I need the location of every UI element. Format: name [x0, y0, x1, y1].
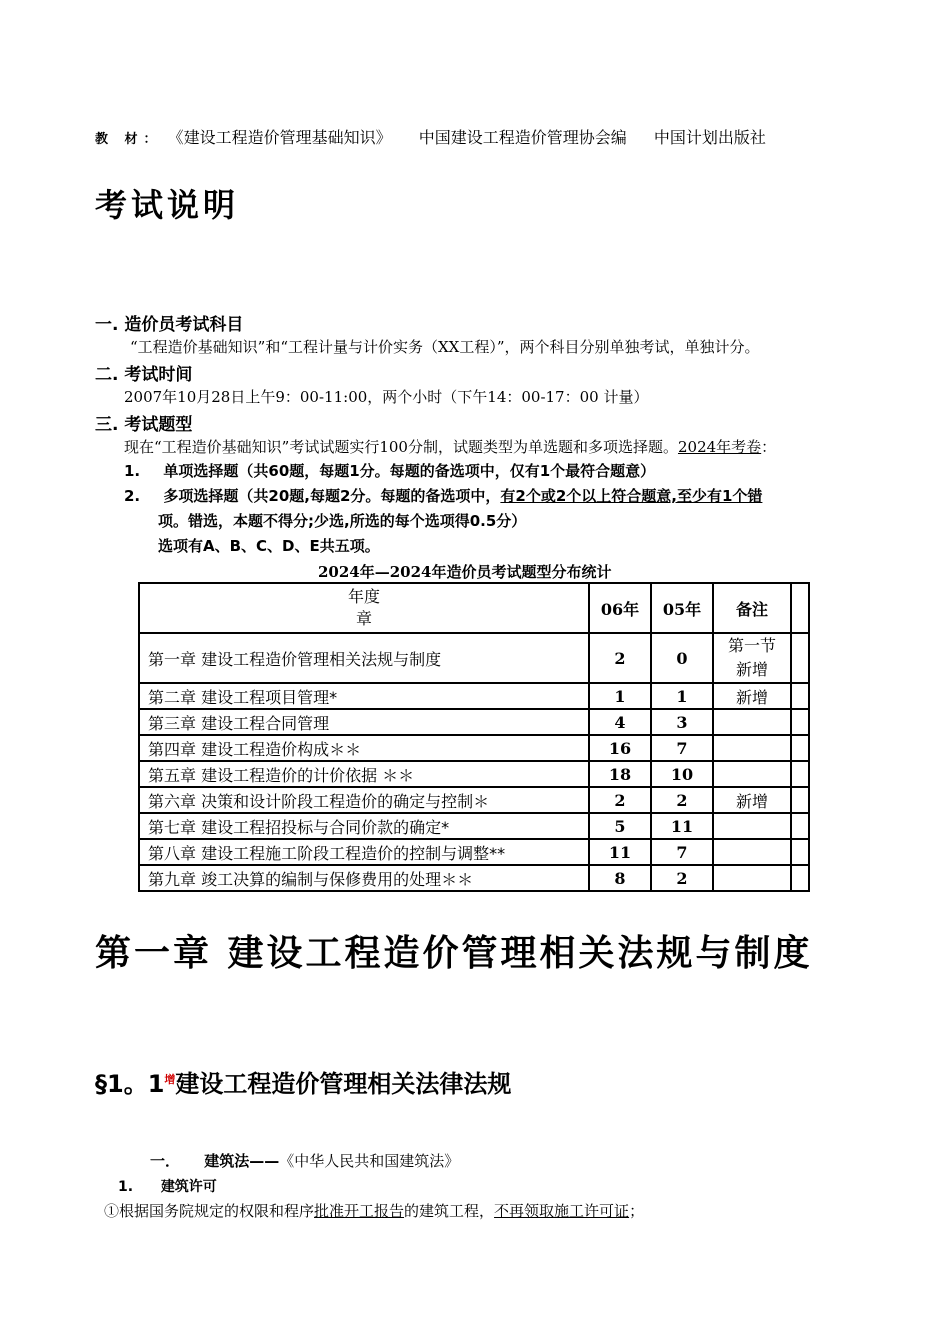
section-2-line: 2007年10月28日上午9：00-11:00，两个小时（下午14：00-17：00 计量） — [124, 388, 649, 406]
row-06: 8 — [589, 865, 651, 891]
row-05: 10 — [651, 761, 713, 787]
law-line-u1: 批准开工报告 — [314, 1202, 405, 1220]
table-row — [139, 839, 809, 865]
chapter-title: 第一章 建设工程造价管理相关法规与制度 — [95, 933, 813, 974]
header-06: 06年 — [589, 583, 651, 633]
row-chapter: 第八章 建设工程施工阶段工程造价的控制与调整** — [139, 839, 589, 865]
row-05: 3 — [651, 709, 713, 735]
section-num: 一. — [95, 315, 119, 335]
row-extra — [791, 813, 809, 839]
row-05: 1 — [651, 683, 713, 709]
row-06: 2 — [589, 633, 651, 683]
section-heading-3 — [95, 410, 192, 435]
law-line-a: ①根据国务院规定的权限和程序 — [104, 1202, 315, 1220]
section-heading-2 — [95, 360, 192, 385]
intro-end: ： — [761, 438, 777, 456]
row-extra — [791, 761, 809, 787]
law-line-b: 的建筑工程， — [404, 1202, 495, 1220]
textbook-editor: 中国建设工程造价管理协会编 — [418, 128, 627, 147]
row-chapter: 第一章 建设工程造价管理相关法规与制度 — [139, 633, 589, 683]
row-05: 2 — [651, 787, 713, 813]
row-05: 11 — [651, 813, 713, 839]
table-row — [139, 683, 809, 709]
row-05: 7 — [651, 839, 713, 865]
section-title-text: 建设工程造价管理相关法律法规 — [175, 1070, 512, 1098]
section-heading-text: 考试时间 — [124, 365, 193, 385]
section-heading-text: 造价员考试科目 — [124, 315, 244, 335]
row-note — [713, 735, 791, 761]
row-chapter: 第五章 建设工程造价的计价依据 ＊＊ — [139, 761, 589, 787]
row-note: 新增 — [713, 787, 791, 813]
row-chapter: 第二章 建设工程项目管理* — [139, 683, 589, 709]
row-06: 1 — [589, 683, 651, 709]
section-title — [95, 1064, 511, 1099]
intro-text: 现在“工程造价基础知识”考试试题实行100分制，试题类型为单选题和多项选择题。 — [124, 438, 678, 456]
section-heading-text: 考试题型 — [124, 415, 193, 435]
row-06: 16 — [589, 735, 651, 761]
row-extra — [791, 735, 809, 761]
row-06: 4 — [589, 709, 651, 735]
list-item — [124, 460, 655, 481]
list-item-text-a: 多项选择题（共20题,每题2分。每题的备选项中， — [163, 487, 501, 505]
row-note: 新增 — [713, 683, 791, 709]
row-note — [713, 865, 791, 891]
row-06: 18 — [589, 761, 651, 787]
row-05: 0 — [651, 633, 713, 683]
header-year: 年度 — [347, 587, 380, 606]
law-sub-heading: 建筑许可 — [160, 1179, 217, 1195]
law-num: 一． — [150, 1152, 181, 1170]
row-extra — [791, 839, 809, 865]
textbook-book: 《建设工程造价管理基础知识》 — [167, 128, 392, 147]
header-chapter: 章 — [355, 609, 372, 628]
table-row — [139, 735, 809, 761]
row-note — [713, 633, 791, 683]
row-05: 7 — [651, 735, 713, 761]
header-05: 05年 — [651, 583, 713, 633]
section-title-prefix: §1。1 — [95, 1070, 165, 1098]
law-heading — [150, 1150, 459, 1171]
list-item-text-underline: 有2个或2个以上符合题意,至少有1个错 — [500, 487, 763, 505]
table-header-row — [139, 583, 809, 633]
row-extra — [791, 633, 809, 683]
law-heading-text: 建筑法—— — [204, 1152, 280, 1170]
textbook-line — [95, 125, 766, 148]
table-row — [139, 709, 809, 735]
stats-table — [138, 582, 810, 892]
list-item-num: 2. — [124, 487, 141, 505]
row-05: 2 — [651, 865, 713, 891]
header-note: 备注 — [713, 583, 791, 633]
table-row — [139, 761, 809, 787]
row-06: 2 — [589, 787, 651, 813]
row-chapter: 第九章 竣工决算的编制与保修费用的处理＊＊ — [139, 865, 589, 891]
list-item — [124, 485, 762, 506]
section-3-intro — [124, 436, 776, 457]
section-heading-1 — [95, 310, 243, 335]
new-mark: 增 — [164, 1073, 176, 1086]
table-row — [139, 633, 809, 683]
law-sub-num: 1. — [118, 1179, 134, 1195]
row-chapter: 第六章 决策和设计阶段工程造价的确定与控制＊ — [139, 787, 589, 813]
header-year-chapter — [139, 583, 589, 633]
row-note — [713, 709, 791, 735]
law-book: 《中华人民共和国建筑法》 — [279, 1152, 460, 1170]
row-extra — [791, 787, 809, 813]
options-note: 选项有A、B、C、D、E共五项。 — [158, 537, 380, 555]
row-chapter: 第三章 建设工程合同管理 — [139, 709, 589, 735]
section-1-line: “工程造价基础知识”和“工程计量与计价实务（XX工程）”，两个科目分别单独考试，单独计分。 — [130, 338, 760, 356]
row-note — [713, 761, 791, 787]
law-line-u2: 不再领取施工许可证 — [494, 1202, 630, 1220]
law-subheading — [118, 1176, 217, 1196]
section-num: 三. — [95, 415, 119, 435]
textbook-label: 教 材： — [95, 132, 163, 147]
textbook-publisher: 中国计划出版社 — [653, 128, 766, 147]
row-extra — [791, 683, 809, 709]
row-note-2: 新增 — [735, 660, 768, 679]
row-note-1: 第一节 — [727, 636, 776, 655]
intro-underline: 2024年考卷 — [677, 438, 762, 456]
table-row — [139, 865, 809, 891]
row-06: 5 — [589, 813, 651, 839]
law-line — [104, 1200, 644, 1221]
list-item-text: 单项选择题（共60题，每题1分。每题的备选项中，仅有1个最符合题意） — [163, 462, 656, 480]
law-line-c: ； — [629, 1202, 645, 1220]
section-num: 二. — [95, 365, 119, 385]
table-row — [139, 813, 809, 839]
header-extra — [791, 583, 809, 633]
page-title: 考试说明 — [95, 186, 240, 224]
row-note — [713, 839, 791, 865]
list-item-continuation: 项。错选，本题不得分;少选,所选的每个选项得0.5分） — [158, 512, 527, 530]
row-extra — [791, 865, 809, 891]
table-row — [139, 787, 809, 813]
row-extra — [791, 709, 809, 735]
row-chapter: 第七章 建设工程招投标与合同价款的确定* — [139, 813, 589, 839]
table-caption: 2024年—2024年造价员考试题型分布统计 — [318, 563, 612, 581]
row-chapter: 第四章 建设工程造价构成＊＊ — [139, 735, 589, 761]
row-06: 11 — [589, 839, 651, 865]
list-item-num: 1. — [124, 462, 141, 480]
row-note — [713, 813, 791, 839]
